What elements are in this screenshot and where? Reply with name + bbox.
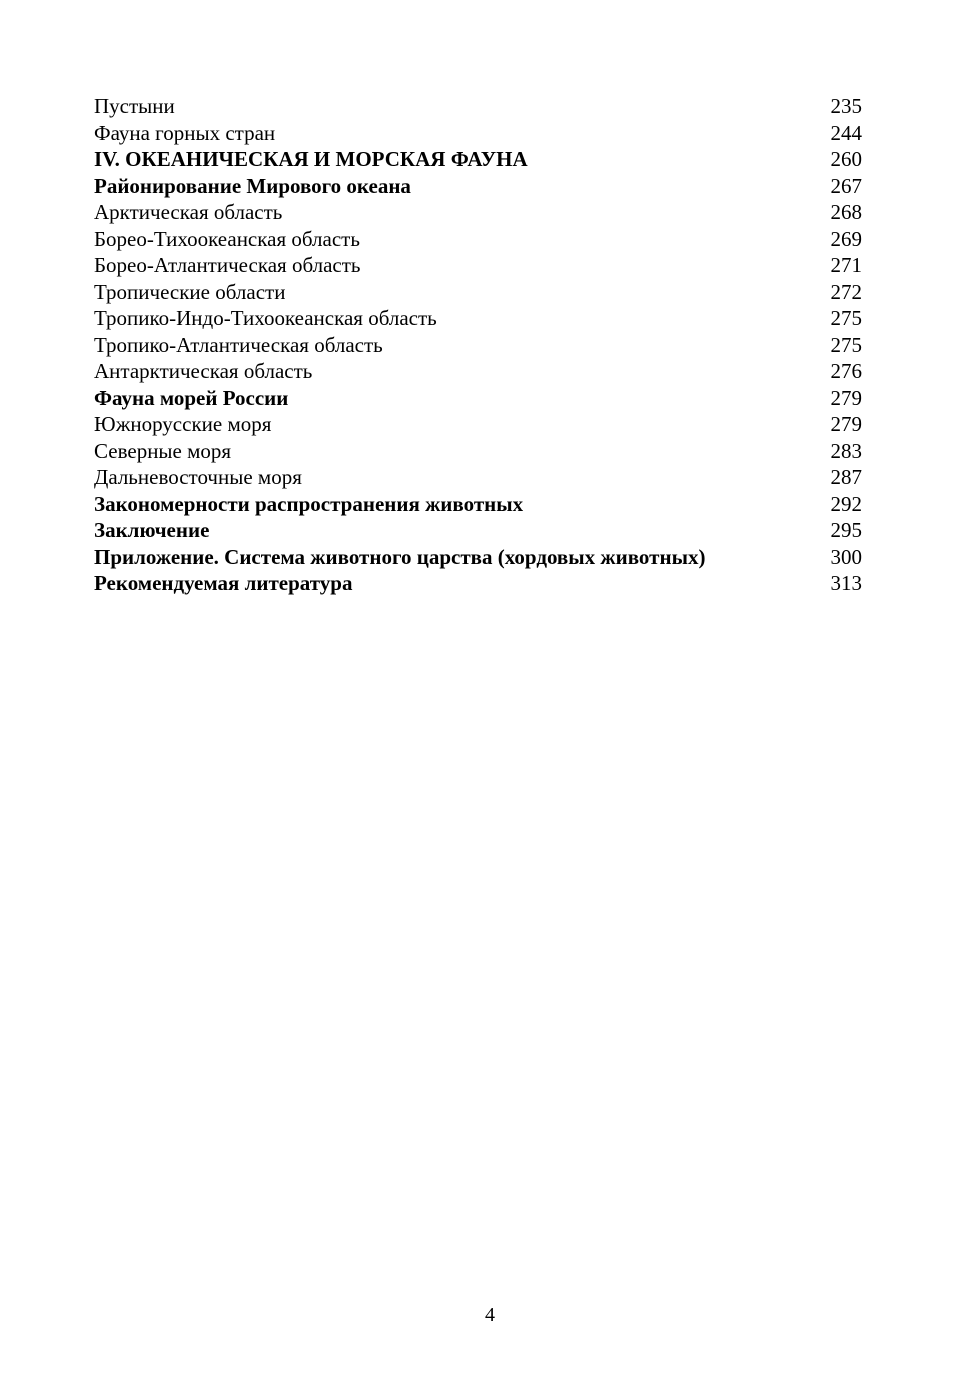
toc-entry [94, 464, 862, 491]
toc-entry [94, 279, 862, 306]
toc-entry-title: Приложение. Система животного царства (хордовых животных) [94, 544, 706, 569]
toc-entry [94, 146, 862, 173]
toc-entry-title: IV. ОКЕАНИЧЕСКАЯ И МОРСКАЯ ФАУНА [94, 147, 528, 171]
toc-entry-page: 267 [830, 173, 862, 198]
toc-entry [94, 173, 862, 200]
toc-entry-title: Тропико-Индо-Тихоокеанская область [94, 306, 437, 330]
toc-entry-title: Борео-Тихоокеанская область [94, 226, 360, 251]
toc-entry-title: Рекомендуемая литература [94, 571, 353, 595]
toc-entry-page: 276 [830, 359, 862, 383]
toc-entry-page: 269 [830, 226, 862, 251]
toc-entry-page: 275 [830, 306, 862, 330]
toc-entry-page: 313 [830, 571, 862, 595]
toc-entry-title: Борео-Атлантическая область [94, 253, 361, 277]
toc-entry [94, 226, 862, 253]
toc-entry [94, 438, 862, 465]
page-number: 4 [485, 1304, 495, 1326]
toc-entry-title: Южнорусские моря [94, 412, 272, 436]
toc-entry-title: Фауна морей России [94, 385, 289, 410]
toc-entry [94, 544, 862, 571]
toc-entry-page: 279 [830, 385, 862, 410]
toc-entry [94, 517, 862, 544]
toc-entry [94, 199, 862, 226]
toc-entry-title: Пустыни [94, 94, 175, 118]
toc-entry-title: Арктическая область [94, 200, 283, 224]
toc-entry-title: Фауна горных стран [94, 120, 276, 145]
toc-entry-page: 272 [830, 279, 862, 304]
toc-entry-title: Районирование Мирового океана [94, 173, 411, 198]
toc-entry [94, 93, 862, 120]
toc-entry-title: Тропико-Атлантическая область [94, 332, 383, 357]
toc-entry-page: 244 [830, 120, 862, 145]
toc-entry-page: 275 [830, 332, 862, 357]
toc-entry-page: 235 [830, 94, 862, 118]
toc-entry-title: Дальневосточные моря [94, 465, 302, 489]
toc-entry-page: 260 [830, 147, 862, 171]
toc-entry [94, 252, 862, 279]
toc-entry [94, 385, 862, 412]
toc-entry-title: Тропические области [94, 279, 286, 304]
toc-entry [94, 332, 862, 359]
toc-entry-page: 271 [830, 253, 862, 277]
toc-entry [94, 411, 862, 438]
toc-entry-page: 283 [830, 438, 862, 463]
toc-entry-page: 279 [830, 412, 862, 436]
toc-entry [94, 570, 862, 597]
toc-entry-title: Закономерности распространения животных [94, 491, 524, 516]
toc-entry-title: Северные моря [94, 438, 232, 463]
toc-entry-page: 268 [830, 200, 862, 224]
toc-entry [94, 358, 862, 385]
toc-entry-title: Антарктическая область [94, 359, 313, 383]
toc-entry-page: 292 [830, 491, 862, 516]
toc-entry [94, 120, 862, 147]
toc-entry-page: 287 [830, 465, 862, 489]
table-of-contents [94, 93, 862, 597]
toc-entry-page: 300 [830, 544, 862, 569]
toc-entry [94, 491, 862, 518]
toc-entry-page: 295 [830, 518, 862, 542]
toc-entry [94, 305, 862, 332]
toc-entry-title: Заключение [94, 518, 210, 542]
